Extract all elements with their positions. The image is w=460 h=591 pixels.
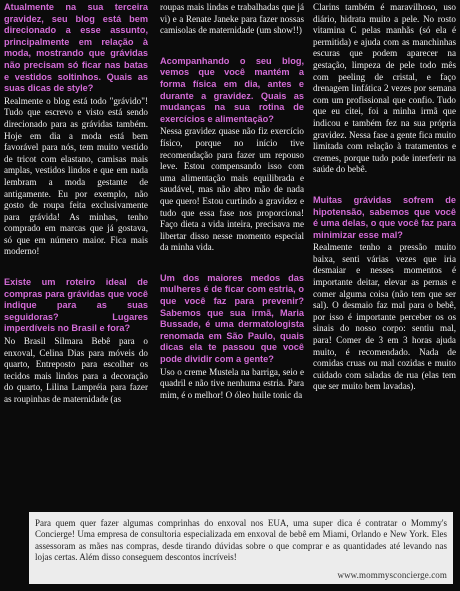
column-3 (313, 2, 456, 402)
footer-text: Para quem quer fazer algumas comprinhas do enxoval nos EUA, uma super dica é contratar o Mommy's Concierge! Uma empresa de consultoria especializada em enxoval de bebê em Miami, Orlando e New York. Eles assessoram as mães nas compras, desde tirando dúvidas sobre o que comprar e as quantidades até levando nas lojas certas. Além disso conseguem descontos incríveis! (35, 518, 447, 562)
answer-1: Realmente o blog está todo "grávido"! Tudo que escrevo e visto está sendo direcionado para as grávidas também. Hoje em dia a moda está bem favorável para nós, tem muito vestido de tricot com elastano, camisas mais amplas, vestidos lindos e que em nada lembram a moda gestante de antigamente. Eu por exemplo, não gosto de roupa feita exclusivamente para grávida! As minhas, tenho comprado em marcas que já gostava, só que em número maior. Fica mais moderno! (4, 95, 148, 257)
answer-4-continued: Clarins também é maravilhoso, uso diário, hidrata muito a pele. No rosto vitamina C pelas manhãs (só ela é permitida) e ajuda com as manchinhas escuras que podem aparecer na gestação, limpeza de pele todo mês com peeling de cristal, e faço drenagem linfática 2 vezes por semana com um profissional que confio. Tudo que eu citei, foi a minha irmã que indicou e também fez na sua própria gravidez. Nessa fase a gente fica muito limitada com relação à tratamentos e cremes, porque tudo pode interferir na saúde do bebê. (313, 2, 456, 175)
answer-5: Realmente tenho a pressão muito baixa, senti várias vezes que iria desmaiar e nesses momentos é importante deitar, elevar as pernas e comer alguma coisa (não tem que ser sal). O desmaio faz mal para o bebê, por isso é importante perceber os os sinais do nosso corpo: sentiu mal, para! Comer de 3 em 3 horas ajuda muito, é recomendado. Nada de comidas cruas ou mal cozidas e muito cuidado com saladas de rua (elas tem que ser muito bem lavadas). (313, 242, 456, 392)
footer-box (29, 512, 453, 584)
question-1: Atualmente na sua terceira gravidez, seu blog está bem direcionado a esse assunto, principalmente em relação à moda, mostrando que grávidas não precisam só ficar nas batas e vestidos soltinhos. Quais as suas dicas de style? (4, 2, 148, 94)
question-2: Existe um roteiro ideal de compras para grávidas que você indique para as suas seguidoras? Lugares imperdíveis no Brasil e fora? (4, 277, 148, 334)
column-1 (4, 2, 148, 415)
question-5: Muitas grávidas sofrem de hipotensão, sabemos que você é uma delas, o que você faz para minimizar esse mal? (313, 194, 456, 240)
column-2 (160, 2, 304, 410)
question-3: Acompanhando o seu blog, vemos que você mantém a forma física em dia, antes e durante a gravidez. Quais as mudanças na sua rotina de exercícios e alimentação? (160, 55, 304, 124)
answer-3: Nessa gravidez quase não fiz exercício físico, porque no início tive recomendação para fazer um repouso leve. Estou compensando isso com uma alimentação mais equilibrada e saudável, mas não abro mão de nada que quero! Estou curtindo a gravidez e tudo que essa fase nos proporciona! Faço dieta a vida inteira, precisava me libertar disso nesse momento especial da minha vida. (160, 126, 304, 253)
answer-2-continued: roupas mais lindas e trabalhadas que já vi) e a Renate Janeke para fazer nossas camisolas de maternidade (um show!!) (160, 2, 304, 36)
website-link[interactable]: www.mommysconcierge.com (337, 569, 447, 580)
answer-2: No Brasil Silmara Bebê para o enxoval, Celina Dias para móveis do quarto, Entreposto para escolher os tecidos mais lindos para a decoração do quarto, Lilina Lampréia para fazer as roupinhas de maternidade (as (4, 336, 148, 404)
answer-4: Uso o creme Mustela na barriga, seio e quadril e não tive nenhuma estria. Para mim, é o melhor! O óleo huile tonic da (160, 366, 304, 400)
question-4: Um dos maiores medos das mulheres é de ficar com estria, o que você faz para prevenir? Sabemos que sua irmã, Maria Bussade, é uma dermatologista renomada em São Paulo, quais dicas ela te passou que você pode dividir com a gente? (160, 272, 304, 365)
